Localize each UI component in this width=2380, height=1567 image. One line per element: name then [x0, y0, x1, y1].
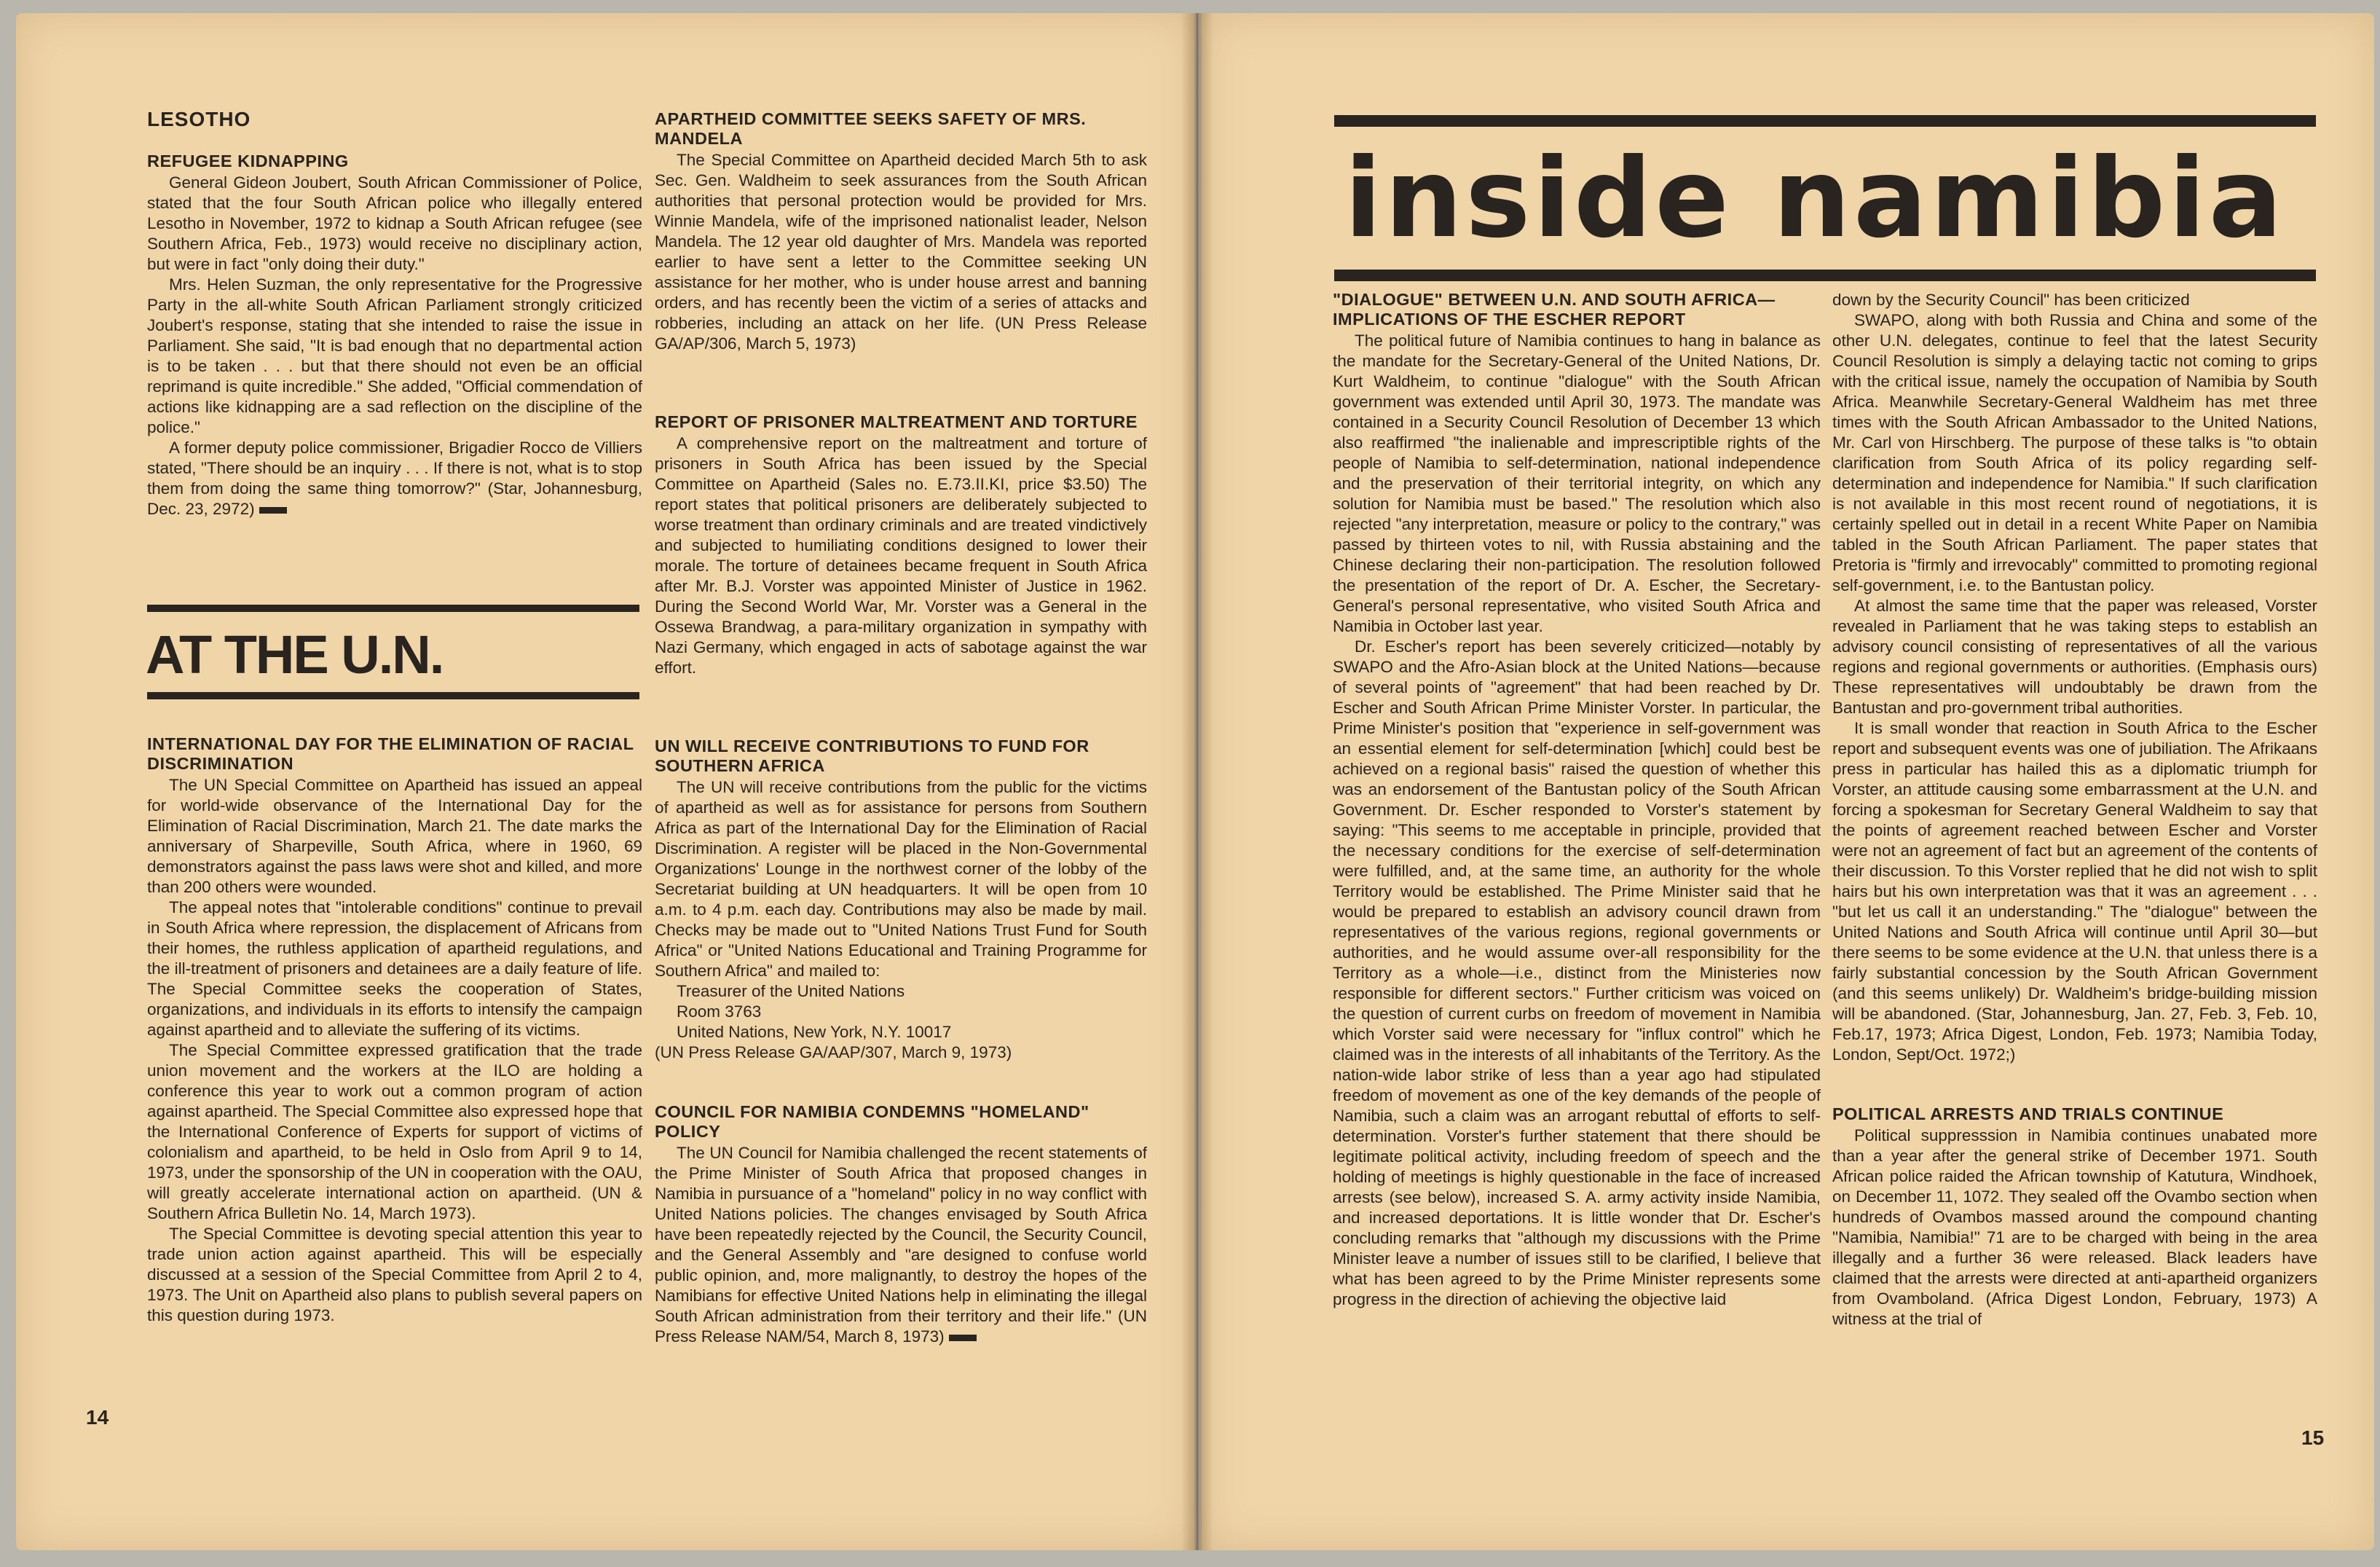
- page-number: 15: [2301, 1426, 2325, 1449]
- article-heading: APARTHEID COMMITTEE SEEKS SAFETY OF MRS. MANDELA: [655, 109, 1087, 148]
- address-line: Treasurer of the United Nations: [677, 982, 905, 1000]
- article-heading: "DIALOGUE" BETWEEN U.N. AND SOUTH AFRICA— IMPLICATIONS OF THE ESCHER REPORT: [1333, 290, 1776, 329]
- section-label-lesotho: LESOTHO: [147, 108, 251, 130]
- article-paragraph: down by the Security Council" has been criticized: [1832, 291, 2190, 309]
- article-heading: INTERNATIONAL DAY FOR THE ELIMINATION OF RACIAL DISCRIMINATION: [147, 734, 634, 773]
- article-paragraph: The UN will receive contributions from the public for the victims of apartheid as well as for assistance for persons from Southern Africa as part of the International Day for the Elimination of Racial Discrimination. A register will be placed in the Non-Governmental Organizations' Lounge in the northwest corner of the lobby of the Secretariat building at UN headquarters. It will be open from 10 a.m. to 4 p.m. each day. Contributions may also be made by mail. Checks may be made out to "United Nations Trust Fund for South Africa" or "United Nations Educational and Training Programme for Southern Africa" and mailed to:: [655, 778, 1147, 980]
- article-paragraph: The Special Committee on Apartheid decided March 5th to ask Sec. Gen. Waldheim to seek assurances from the South African authorities that personal protection would be provided for Mrs. Winnie Mandela, wife of the imprisoned nationalist leader, Nelson Mandela. The 12 year old daughter of Mrs. Mandela was reported earlier to have sent a letter to the Committee seeking UN assistance for her mother, who is under house arrest and banning orders, and has recently been the victim of a series of attacks and robberies, including an attack on her life. (UN Press Release GA/AP/306, March 5, 1973): [655, 151, 1147, 353]
- spacer: [655, 1063, 1147, 1102]
- article-heading: REPORT OF PRISONER MALTREATMENT AND TORTURE: [655, 412, 1138, 431]
- article-paragraph: The political future of Namibia continues to hang in balance as the mandate for the Secretary-General of the United Nations, Dr. Kurt Waldheim, to continue "dialogue" with the South African government was extended until April 30, 1973. The mandate was contained in a Security Council Resolution of December 13 which also reaffirmed "the inalienable and imprescriptible rights of the people of Namibia to self-determination, national independence and the preservation of their territorial integrity, on which any solution for Namibia must be based." The resolution which also rejected "any interpretation, measure or policy to the contrary," was passed by thirteen votes to nil, with Russia abstaining and the Chinese declaring their non-participation. The resolution followed the presentation of the report of Dr. A. Escher, the Secretary-General's personal representative, who visited South Africa and Namibia in October last year.: [1333, 331, 1821, 635]
- masthead-rule-bottom: [1334, 270, 2316, 281]
- article-heading: COUNCIL FOR NAMIBIA CONDEMNS "HOMELAND" POLICY: [655, 1102, 1089, 1141]
- article-paragraph: [147, 438, 642, 519]
- book-gutter: [1181, 13, 1213, 1550]
- end-mark: [949, 1335, 977, 1341]
- article-heading: REFUGEE KIDNAPPING: [147, 152, 349, 170]
- article-paragraph: Political suppresssion in Namibia continues unabated more than a year after the general strike of December 1971. South African police raided the African township of Katutura, Windhoek, on December 11, 1072. They sealed off the Ovambo section when hundreds of Ovambos massed around the compound chanting "Namibia, Namibia!" 71 are to be charged with being in the area illegally and a further 36 were released. Black leaders have claimed that the arrests were directed at anti-apartheid organizers from Ovamboland. (Africa Digest London, February, 1973) A witness at the trial of: [1832, 1126, 2317, 1328]
- article-paragraph: At almost the same time that the paper was released, Vorster revealed in Parliament that he was taking steps to establish an advisory council consisting of representatives of all the various regions and regional governments or authorities. (Emphasis ours) These representatives will undoubtably be drawn from the Bantustan and pro-government tribal authorities.: [1832, 597, 2317, 717]
- article-text: The UN Council for Namibia challenged the recent statements of the Prime Minister of South Africa that proposed changes in Namibia in pursuance of a "homeland" policy in no way conflict with United Nations policies. The changes envisaged by South Africa have been repeatedly rejected by the Council, the Security Council, and the General Assembly and "are designed to confuse world public opinion, and, more malignantly, to destroy the hopes of the Namibians for effective United Nations help in eliminating the illegal South African administration from their territory and their life." (UN Press Release NAM/54, March 8, 1973): [655, 1144, 1147, 1346]
- article-paragraph: The UN Special Committee on Apartheid has issued an appeal for world-wide observance of the International Day for the Elimination of Racial Discrimination, March 21. The date marks the anniversary of Sharpeville, South Africa, where in 1960, 69 demonstrators against the pass laws were shot and killed, and more than 200 others were wounded.: [147, 776, 642, 896]
- article-text: A former deputy police commissioner, Brigadier Rocco de Villiers stated, "There should be an inquiry . . . If there is not, what is to stop them from doing the same thing tomorrow?" (Star, Johannesburg, Dec. 23, 2972): [147, 439, 642, 518]
- right-column-1: [1333, 290, 1821, 1310]
- magazine-spread: [16, 13, 2374, 1559]
- article-paragraph: Dr. Escher's report has been severely criticized—notably by SWAPO and the Afro-Asian block at the United Nations—because of several points of "agreement" that had been reached by Dr. Escher and South African Prime Minister Vorster. In particular, the Prime Minister's position that "experience in self-government was an essential element for self-determination [which] could best be achieved on a regional basis" raised the question of whether this was an endorsement of the Bantustan policy of the South African Government. Dr. Escher responded to Vorster's statement by saying: "This seems to me acceptable in principle, provided that the necessary conditions for the exercise of self-determination were fulfilled, and, at the same time, an authority for the whole Territory would be established. The Prime Minister said that he would be prepared to establish an advisory council drawn from representatives of the various regions, regional governments or authorities, and he would assume over-all responsibility for the Territory as a whole—i.e., distinct from the Ministeries now responsible for different sectors." Further criticism was voiced on the question of current curbs on freedom of movement in Namibia which Vorster said were necessary for "influx control" which he claimed was in the interests of all inhabitants of the Territory. As the nation-wide labor strike of less than a year ago had stipulated freedom of movement as one of the key demands of the people of Namibia, such a claim was an arrogant rebuttal of efforts to self-determination. Vorster's further statement that there should be legitimate political activity, including freedom of speech and the holding of meetings is highly questionable in the face of increased arrests (see below), increased S. A. army activity inside Namibia, and increased deportations. It is little wonder that Dr. Escher's concluding remarks that "although my discussions with the Prime Minister leave a number of issues still to be clarified, I believe that what has been agreed to by the Prime Minister represents some progress in the direction of achieving the objective laid: [1333, 637, 1821, 1308]
- spacer: [655, 678, 1147, 737]
- citation: (UN Press Release GA/AAP/307, March 9, 1973): [655, 1043, 1012, 1061]
- article-heading: POLITICAL ARRESTS AND TRIALS CONTINUE: [1832, 1104, 2224, 1123]
- article-paragraph: The Special Committee is devoting special attention this year to trade union action against apartheid. This will be especially discussed at a session of the Special Committee from April 2 to 4, 1973. The Unit on Apartheid also plans to publish several papers on this question during 1973.: [147, 1225, 642, 1324]
- address-line: United Nations, New York, N.Y. 10017: [677, 1023, 952, 1041]
- spacer: [1832, 1065, 2317, 1104]
- left-column-2: [655, 109, 1147, 1347]
- right-column-2: [1832, 290, 2317, 1330]
- left-column-1-bottom: [147, 734, 642, 1326]
- end-mark: [259, 507, 287, 514]
- article-paragraph: Mrs. Helen Suzman, the only representative for the Progressive Party in the all-white South African Parliament strongly criticized Joubert's response, stating that she intended to raise the issue in Parliament. She said, "It is bad enough that no departmental action is to be taken . . . but that there should not even be an official reprimand is quite incredible." She added, "Official commendation of actions like kidnapping are a sad reflection on the discipline of the police.": [147, 275, 642, 436]
- address-line: Room 3763: [677, 1002, 762, 1021]
- article-heading: UN WILL RECEIVE CONTRIBUTIONS TO FUND FOR SOUTHERN AFRICA: [655, 737, 1089, 775]
- article-paragraph: The Special Committee expressed gratification that the trade union movement and the workers at the ILO are holding a conference this year to work out a common program of action against apartheid. The Special Committee also expressed hope that the International Conference of Experts for support of victims of colonialism and apartheid, to be held in Oslo from April 9 to 14, 1973, under the sponsorship of the UN in cooperation with the OAU, will greatly accelerate international action on apartheid. (UN & Southern Africa Bulletin No. 14, March 1973).: [147, 1041, 642, 1222]
- article-paragraph: SWAPO, along with both Russia and China and some of the other U.N. delegates, continue to feel that the latest Security Council Resolution is simply a delaying tactic not coming to grips with the critical issue, namely the occupation of Namibia by South Africa. Meanwhile Secretary-General Waldheim has met three times with the South African Ambassador to the United Nations, Mr. Carl von Hirschberg. The purpose of these talks is "to obtain clarification from South Africa of its policy regarding self-determination and independence for Namibia." If such clarification is not available in this most recent round of negotiations, it is certainly spelled out in detail in a recent White Paper on Namibia tabled in the South African Parliament. The paper states that Pretoria is "firmly and irrevocably" committed to promoting regional self-government, i.e. to the Bantustan policy.: [1832, 311, 2317, 594]
- page-number: 14: [86, 1406, 109, 1429]
- right-page: [1202, 13, 2374, 1550]
- section-rule-bottom: [147, 692, 639, 699]
- article-paragraph: General Gideon Joubert, South African Commissioner of Police, stated that the four South African police who illegally entered Lesotho in November, 1972 to kidnap a South African refugee (see Southern Africa, Feb., 1973) would receive no disciplinary action, but were in fact "only doing their duty.": [147, 173, 642, 273]
- section-title: AT THE U.N.: [146, 624, 444, 685]
- left-page: [16, 13, 1194, 1550]
- article-paragraph: [655, 1143, 1147, 1347]
- article-paragraph: A comprehensive report on the maltreatment and torture of prisoners in South Africa has been issued by the Special Committee on Apartheid (Sales no. E.73.II.KI, price $3.50) The report states that political prisoners are deliberately subjected to worse treatment than ordinary criminals and are treated vindictively and subjected to humiliating conditions designed to lower their morale. The torture of detainees became frequent in South Africa after Mr. B.J. Vorster was appointed Minister of Justice in 1962. During the Second World War, Mr. Vorster was a General in the Ossewa Brandwag, a para-military organization in sympathy with Nazi Germany, which engaged in acts of sabotage against the war effort.: [655, 434, 1147, 677]
- spacer: [655, 354, 1147, 412]
- section-rule-top: [147, 605, 639, 612]
- masthead: inside namibia: [1344, 136, 2285, 262]
- article-paragraph: The appeal notes that "intolerable conditions" continue to prevail in South Africa where repression, the displacement of Africans from their homes, the ruthless application of apartheid regulations, and the ill-treatment of prisoners and detainees are a daily feature of life. The Special Committee seeks the cooperation of States, organizations, and individuals in its efforts to intensify the campaign against apartheid and to alleviate the suffering of its victims.: [147, 898, 642, 1039]
- masthead-rule-top: [1334, 115, 2316, 127]
- left-column-1: [147, 109, 642, 519]
- article-paragraph: It is small wonder that reaction in South Africa to the Escher report and subsequent events was one of jubiliation. The Afrikaans press in particular has hailed this as a diplomatic triumph for Vorster, an attitude causing some embarrassment at the U.N. and forcing a spokesman for Secretary General Waldheim to say that the points of agreement reached between Escher and Vorster were not an agreement of fact but an agreement of the contents of their discussion. To this Vorster replied that he did not wish to split hairs but his own interpretation was that it was an agreement . . . "but let us call it an understanding." The "dialogue" between the United Nations and South Africa will continue until April 30—but there seems to be some evidence at the U.N. that unless there is a fairly substantial concession by the South African Government (and this seems unlikely) Dr. Waldheim's bridge-building mission will be abandoned. (Star, Johannesburg, Jan. 27, Feb. 3, Feb. 10, Feb.17, 1973; Africa Digest, London, Feb. 1973; Namibia Today, London, Sept/Oct. 1972;): [1832, 719, 2317, 1064]
